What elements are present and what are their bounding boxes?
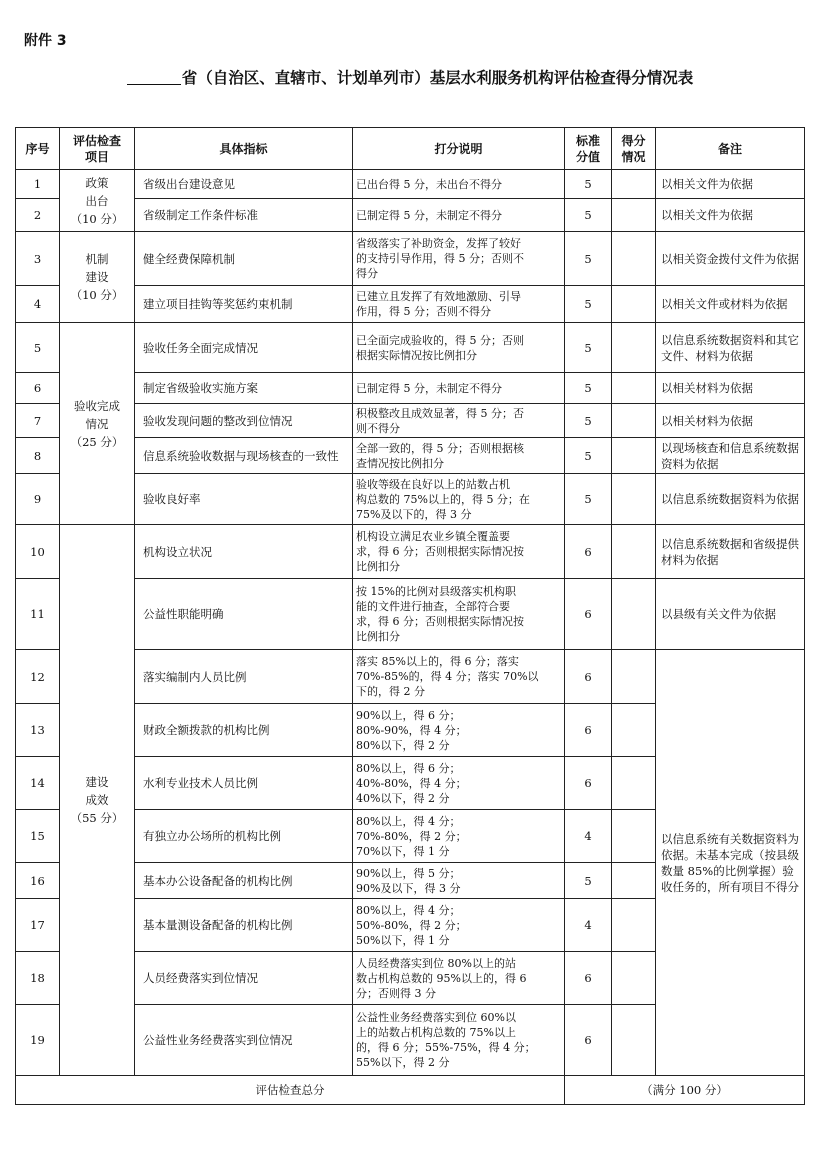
table-row bbox=[16, 199, 805, 232]
row-number: 17 bbox=[16, 899, 60, 952]
obtained-score-cell[interactable] bbox=[612, 525, 656, 579]
scoring-description-cell bbox=[353, 952, 565, 1005]
attachment-label: 附件 3 bbox=[24, 33, 67, 49]
scoring-description-cell bbox=[353, 474, 565, 525]
indicator-cell: 验收任务全面完成情况 bbox=[135, 323, 353, 373]
remark-cell: 以相关材料为依据 bbox=[656, 404, 805, 438]
header-remark: 备注 bbox=[656, 128, 805, 170]
scoring-description-cell bbox=[353, 373, 565, 404]
standard-score-cell: 5 bbox=[565, 199, 612, 232]
scoring-line: 验收等级在良好以上的站数占机 bbox=[356, 477, 510, 491]
total-value: （满分 100 分） bbox=[565, 1076, 805, 1105]
scoring-line: 比例扣分 bbox=[356, 630, 400, 643]
standard-score-cell: 5 bbox=[565, 474, 612, 525]
indicator-cell: 人员经费落实到位情况 bbox=[135, 952, 353, 1005]
table-row bbox=[16, 170, 805, 199]
row-number: 11 bbox=[16, 579, 60, 650]
scoring-description-cell bbox=[353, 1005, 565, 1076]
scoring-line: 能的文件进行抽查，全部符合要 bbox=[356, 600, 510, 613]
obtained-score-cell[interactable] bbox=[612, 1005, 656, 1076]
remark-cell: 以相关文件为依据 bbox=[656, 199, 805, 232]
scoring-line: 人员经费落实到位 80%以上的站 bbox=[356, 956, 516, 970]
obtained-score-cell[interactable] bbox=[612, 704, 656, 757]
scoring-line: 求，得 6 分；否则根据实际情况按 bbox=[356, 545, 524, 558]
standard-score-cell: 5 bbox=[565, 170, 612, 199]
scoring-description-cell bbox=[353, 232, 565, 286]
standard-score-cell: 5 bbox=[565, 404, 612, 438]
indicator-cell: 公益性业务经费落实到位情况 bbox=[135, 1005, 353, 1076]
scoring-description-cell bbox=[353, 810, 565, 863]
scoring-line: 积极整改且成效显著，得 5 分；否 bbox=[356, 406, 524, 420]
indicator-cell: 信息系统验收数据与现场核查的一致性 bbox=[135, 438, 353, 474]
obtained-score-cell[interactable] bbox=[612, 757, 656, 810]
scoring-line: 已制定得 5 分，未制定不得分 bbox=[356, 381, 502, 395]
scoring-line: 数占机构总数的 95%以上的，得 6 bbox=[356, 971, 527, 985]
category-line: （25 分） bbox=[70, 434, 124, 449]
standard-score-cell: 6 bbox=[565, 579, 612, 650]
row-number: 13 bbox=[16, 704, 60, 757]
remark-cell: 以信息系统数据和省级提供材料为依据 bbox=[656, 525, 805, 579]
header-scoring: 打分说明 bbox=[353, 128, 565, 170]
scoring-description-cell bbox=[353, 525, 565, 579]
remark-cell: 以相关材料为依据 bbox=[656, 373, 805, 404]
standard-score-cell: 6 bbox=[565, 952, 612, 1005]
obtained-score-cell[interactable] bbox=[612, 579, 656, 650]
obtained-score-cell[interactable] bbox=[612, 199, 656, 232]
indicator-cell: 制定省级验收实施方案 bbox=[135, 373, 353, 404]
indicator-cell: 建立项目挂钩等奖惩约束机制 bbox=[135, 286, 353, 323]
obtained-score-cell[interactable] bbox=[612, 650, 656, 704]
row-number: 14 bbox=[16, 757, 60, 810]
category-line: 验收完成 bbox=[74, 398, 120, 413]
scoring-line: 则不得分 bbox=[356, 421, 400, 435]
standard-score-cell: 5 bbox=[565, 323, 612, 373]
table-row bbox=[16, 438, 805, 474]
remark-cell: 以相关资金拨付文件为依据 bbox=[656, 232, 805, 286]
scoring-line: 下的，得 2 分 bbox=[356, 685, 425, 698]
scoring-line: 75%及以下的，得 3 分 bbox=[356, 507, 472, 521]
scoring-line: 70%-80%，得 2 分； bbox=[356, 829, 467, 843]
row-number: 6 bbox=[16, 373, 60, 404]
scoring-line: 80%以上，得 6 分； bbox=[356, 761, 461, 775]
total-label: 评估检查总分 bbox=[16, 1076, 565, 1105]
scoring-line: 40%以下，得 2 分 bbox=[356, 791, 450, 805]
category-line: 建设 bbox=[85, 775, 109, 789]
obtained-score-cell[interactable] bbox=[612, 438, 656, 474]
scoring-line: 构总数的 75%以上的，得 5 分；在 bbox=[356, 492, 530, 506]
obtained-score-cell[interactable] bbox=[612, 952, 656, 1005]
scoring-line: 查情况按比例扣分 bbox=[356, 456, 444, 470]
scoring-line: 80%以下，得 2 分 bbox=[356, 738, 450, 752]
scoring-description-cell bbox=[353, 579, 565, 650]
category-line: （10 分） bbox=[70, 211, 124, 226]
score-table bbox=[15, 127, 805, 1105]
category-cell bbox=[60, 525, 135, 1076]
indicator-cell: 财政全额拨款的机构比例 bbox=[135, 704, 353, 757]
scoring-line: 上的站数占机构总数的 75%以上 bbox=[356, 1026, 516, 1039]
category-line: 政策 bbox=[85, 175, 109, 190]
scoring-line: 省级落实了补助资金，发挥了较好 bbox=[356, 237, 521, 250]
scoring-line: 作用，得 5 分；否则不得分 bbox=[356, 305, 491, 318]
indicator-cell: 基本办公设备配备的机构比例 bbox=[135, 863, 353, 899]
header-seq: 序号 bbox=[16, 128, 60, 170]
indicator-cell: 落实编制内人员比例 bbox=[135, 650, 353, 704]
row-number: 1 bbox=[16, 170, 60, 199]
indicator-cell: 健全经费保障机制 bbox=[135, 232, 353, 286]
scoring-line: 90%及以下，得 3 分 bbox=[356, 881, 461, 895]
scoring-line: 公益性业务经费落实到位 60%以 bbox=[356, 1011, 516, 1024]
standard-score-cell: 6 bbox=[565, 1005, 612, 1076]
category-cell bbox=[60, 170, 135, 232]
scoring-line: 80%以上，得 4 分； bbox=[356, 903, 461, 917]
row-number: 15 bbox=[16, 810, 60, 863]
row-number: 5 bbox=[16, 323, 60, 373]
table-row bbox=[16, 474, 805, 525]
standard-score-cell: 6 bbox=[565, 704, 612, 757]
obtained-score-cell[interactable] bbox=[612, 899, 656, 952]
row-number: 19 bbox=[16, 1005, 60, 1076]
category-line: 情况 bbox=[85, 416, 109, 431]
table-row bbox=[16, 286, 805, 323]
scoring-line: 机构设立满足农业乡镇全覆盖要 bbox=[356, 530, 510, 543]
standard-score-cell: 6 bbox=[565, 757, 612, 810]
remark-cell: 以信息系统数据资料为依据 bbox=[656, 474, 805, 525]
row-number: 7 bbox=[16, 404, 60, 438]
indicator-cell: 基本量测设备配备的机构比例 bbox=[135, 899, 353, 952]
scoring-description-cell bbox=[353, 438, 565, 474]
indicator-cell: 省级出台建设意见 bbox=[135, 170, 353, 199]
scoring-description-cell bbox=[353, 899, 565, 952]
header-row bbox=[16, 128, 805, 170]
obtained-score-cell[interactable] bbox=[612, 170, 656, 199]
category-line: 成效 bbox=[85, 793, 109, 807]
scoring-description-cell bbox=[353, 199, 565, 232]
table-row bbox=[16, 232, 805, 286]
scoring-line: 按 15%的比例对县级落实机构职 bbox=[356, 585, 516, 598]
header-standard-score: 标准 分值 bbox=[565, 128, 612, 170]
category-line: （55 分） bbox=[70, 811, 124, 825]
table-row bbox=[16, 373, 805, 404]
indicator-cell: 验收良好率 bbox=[135, 474, 353, 525]
obtained-score-cell[interactable] bbox=[612, 810, 656, 863]
standard-score-cell: 5 bbox=[565, 863, 612, 899]
indicator-cell: 公益性职能明确 bbox=[135, 579, 353, 650]
scoring-line: 80%以上，得 4 分； bbox=[356, 814, 461, 828]
table-row bbox=[16, 525, 805, 579]
category-line: 机制 bbox=[85, 252, 109, 266]
row-number: 4 bbox=[16, 286, 60, 323]
scoring-description-cell bbox=[353, 404, 565, 438]
category-cell bbox=[60, 323, 135, 525]
page-title-text: 省（自治区、直辖市、计划单列市）基层水利服务机构评估检查得分情况表 bbox=[181, 69, 694, 87]
scoring-description-cell bbox=[353, 286, 565, 323]
row-number: 2 bbox=[16, 199, 60, 232]
standard-score-cell: 5 bbox=[565, 438, 612, 474]
shared-remark-cell: 以信息系统有关数据资料为依据。未基本完成（按县级数量 85%的比例掌握）验收任务的，所有项目不得分 bbox=[656, 650, 805, 1076]
obtained-score-cell[interactable] bbox=[612, 286, 656, 323]
scoring-line: 全部一致的，得 5 分；否则根据核 bbox=[356, 441, 524, 455]
row-number: 8 bbox=[16, 438, 60, 474]
category-line: （10 分） bbox=[70, 288, 124, 302]
category-line: 出台 bbox=[85, 193, 109, 208]
table-row bbox=[16, 650, 805, 704]
standard-score-cell: 5 bbox=[565, 373, 612, 404]
indicator-cell: 验收发现问题的整改到位情况 bbox=[135, 404, 353, 438]
row-number: 10 bbox=[16, 525, 60, 579]
scoring-line: 90%以上，得 6 分； bbox=[356, 708, 461, 722]
scoring-line: 分；否则得 3 分 bbox=[356, 986, 436, 1000]
page-title bbox=[0, 66, 820, 88]
scoring-line: 已制定得 5 分，未制定不得分 bbox=[356, 208, 502, 222]
row-number: 18 bbox=[16, 952, 60, 1005]
obtained-score-cell[interactable] bbox=[612, 373, 656, 404]
row-number: 9 bbox=[16, 474, 60, 525]
remark-cell: 以信息系统数据资料和其它文件、材料为依据 bbox=[656, 323, 805, 373]
scoring-description-cell bbox=[353, 704, 565, 757]
scoring-line: 50%-80%，得 2 分； bbox=[356, 918, 467, 932]
indicator-cell: 有独立办公场所的机构比例 bbox=[135, 810, 353, 863]
standard-score-cell: 6 bbox=[565, 650, 612, 704]
remark-cell: 以相关文件为依据 bbox=[656, 170, 805, 199]
scoring-line: 比例扣分 bbox=[356, 560, 400, 573]
row-number: 12 bbox=[16, 650, 60, 704]
scoring-line: 55%以下，得 2 分 bbox=[356, 1056, 450, 1069]
category-cell bbox=[60, 232, 135, 323]
obtained-score-cell[interactable] bbox=[612, 474, 656, 525]
scoring-line: 70%以下，得 1 分 bbox=[356, 844, 450, 858]
row-number: 3 bbox=[16, 232, 60, 286]
standard-score-cell: 5 bbox=[565, 286, 612, 323]
standard-score-cell: 4 bbox=[565, 899, 612, 952]
remark-cell: 以现场核查和信息系统数据资料为依据 bbox=[656, 438, 805, 474]
scoring-line: 得分 bbox=[356, 267, 378, 280]
standard-score-cell: 5 bbox=[565, 232, 612, 286]
indicator-cell: 机构设立状况 bbox=[135, 525, 353, 579]
obtained-score-cell[interactable] bbox=[612, 232, 656, 286]
scoring-line: 落实 85%以上的，得 6 分；落实 bbox=[356, 655, 519, 668]
scoring-description-cell bbox=[353, 757, 565, 810]
scoring-description-cell bbox=[353, 170, 565, 199]
indicator-cell: 水利专业技术人员比例 bbox=[135, 757, 353, 810]
obtained-score-cell[interactable] bbox=[612, 323, 656, 373]
obtained-score-cell[interactable] bbox=[612, 863, 656, 899]
obtained-score-cell[interactable] bbox=[612, 404, 656, 438]
table-row bbox=[16, 323, 805, 373]
table-row bbox=[16, 579, 805, 650]
indicator-cell: 省级制定工作条件标准 bbox=[135, 199, 353, 232]
scoring-line: 50%以下，得 1 分 bbox=[356, 933, 450, 947]
header-obtained-score: 得分 情况 bbox=[612, 128, 656, 170]
scoring-line: 70%-85%的，得 4 分；落实 70%以 bbox=[356, 670, 539, 683]
standard-score-cell: 6 bbox=[565, 525, 612, 579]
header-item: 评估检查 项目 bbox=[60, 128, 135, 170]
remark-cell: 以相关文件或材料为依据 bbox=[656, 286, 805, 323]
scoring-line: 求，得 6 分；否则根据实际情况按 bbox=[356, 615, 524, 628]
scoring-line: 根据实际情况按比例扣分 bbox=[356, 348, 477, 362]
header-indicator: 具体指标 bbox=[135, 128, 353, 170]
scoring-description-cell bbox=[353, 863, 565, 899]
scoring-line: 已全面完成验收的，得 5 分；否则 bbox=[356, 333, 524, 347]
scoring-line: 80%-90%，得 4 分； bbox=[356, 723, 467, 737]
scoring-line: 的，得 6 分；55%-75%，得 4 分； bbox=[356, 1041, 536, 1054]
scoring-description-cell bbox=[353, 650, 565, 704]
row-number: 16 bbox=[16, 863, 60, 899]
scoring-line: 40%-80%，得 4 分； bbox=[356, 776, 467, 790]
scoring-line: 已出台得 5 分，未出台不得分 bbox=[356, 177, 502, 191]
scoring-line: 90%以上，得 5 分； bbox=[356, 866, 461, 880]
remark-cell: 以县级有关文件为依据 bbox=[656, 579, 805, 650]
table-row bbox=[16, 404, 805, 438]
total-row bbox=[16, 1076, 805, 1105]
scoring-description-cell bbox=[353, 323, 565, 373]
province-blank bbox=[127, 70, 181, 85]
scoring-line: 已建立且发挥了有效地激励、引导 bbox=[356, 290, 521, 303]
category-line: 建设 bbox=[85, 270, 109, 284]
scoring-line: 的支持引导作用，得 5 分；否则不 bbox=[356, 252, 524, 265]
standard-score-cell: 4 bbox=[565, 810, 612, 863]
